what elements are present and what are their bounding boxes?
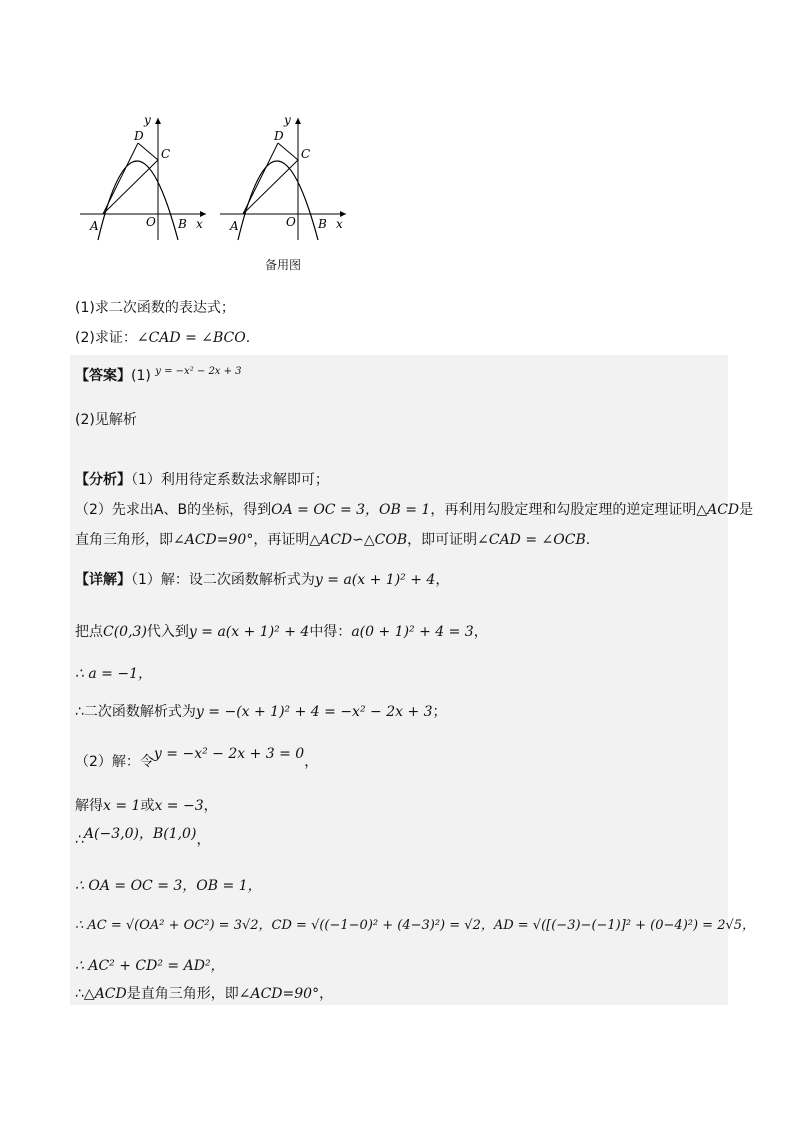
detail-line-6 (75, 796, 218, 816)
analysis-text-1: （1）利用待定系数法求解即可； (131, 472, 329, 488)
analysis-line-3 (75, 530, 590, 550)
detail-line-4 (75, 702, 447, 722)
detail-math-4: y = −(x + 1)² + 4 = −x² − 2x + 3 (195, 704, 433, 720)
fig2-label-a: A (230, 219, 239, 233)
detail-math-6a: x = 1 (103, 798, 141, 814)
detail-text-1b: ， (435, 572, 450, 588)
fig1-label-c: C (161, 147, 171, 161)
question-2-math: ∠CAD = ∠BCO (136, 330, 246, 346)
analysis-text-3d: . (585, 532, 591, 548)
detail-text-4b: ； (432, 704, 447, 720)
detail-line-2 (75, 622, 488, 642)
parabola-graph-1 (78, 112, 208, 242)
analysis-line-1 (75, 470, 329, 490)
detail-text-6a: 解得 (75, 798, 103, 814)
detail-math-6b: x = −3 (154, 798, 204, 814)
solution-block (70, 355, 728, 1005)
parabola-figure-1 (78, 112, 208, 242)
detail-math-7: A(−3,0)，B(1,0) (83, 826, 197, 842)
detail-text-2b: 代入到 (146, 624, 189, 640)
fig2-label-d: D (274, 129, 284, 143)
answer-line-1 (75, 366, 242, 388)
detail-math-9b: ，CD = √((−1−0)² + (4−3)²) = √2 (258, 918, 481, 933)
detail-math-11a: △ACD (83, 986, 127, 1002)
fig1-label-x: x (196, 217, 203, 231)
question-2-prefix: (2)求证： (75, 330, 137, 346)
detail-line-10: ∴ AC² + CD² = AD²， (75, 958, 225, 974)
parabola-graph-2 (218, 112, 348, 242)
detail-text-2c: 中得： (309, 624, 352, 640)
detail-math-2b: y = a(x + 1)² + 4 (188, 624, 310, 640)
detail-math-11b: ∠ACD=90° (238, 986, 320, 1002)
analysis-text-3c: ，即可证明 (407, 532, 478, 548)
detail-math-1: y = a(x + 1)² + 4 (314, 572, 436, 588)
answer-label: 【答案】 (75, 368, 131, 384)
detail-text-6b: 或 (140, 798, 155, 814)
analysis-math-2b: △ACD (696, 502, 740, 518)
detail-text-11c: ， (319, 986, 334, 1002)
fig2-label-y: y (284, 113, 291, 127)
detail-text-7b: ， (196, 832, 211, 848)
detail-text-9-end: ， (742, 918, 756, 933)
answer-part1-math: y = −x² − 2x + 3 (155, 366, 242, 377)
detail-math-9a: ∴ AC = √(OA² + OC²) = 3√2 (75, 918, 259, 933)
detail-line-11 (75, 984, 333, 1004)
analysis-text-2a: （2）先求出A、B的坐标，得到 (75, 502, 272, 518)
detail-line-8: ∴ OA = OC = 3，OB = 1， (75, 878, 262, 894)
analysis-label: 【分析】 (75, 472, 131, 488)
detail-text-2d: ， (473, 624, 488, 640)
analysis-math-3b: △ACD∽△COB (309, 532, 408, 548)
detail-math-9c: ，AD = √([(−3)−(−1)]² + (0−4)²) = 2√5 (480, 918, 743, 933)
detail-text-2a: 把点 (75, 624, 103, 640)
fig1-label-o: O (146, 215, 156, 229)
detail-line-5 (75, 746, 319, 772)
analysis-math-3c: ∠CAD = ∠OCB (477, 532, 586, 548)
detail-math-2a: C(0,3) (103, 624, 147, 640)
fig2-label-x: x (336, 217, 343, 231)
parabola-figure-2 (218, 112, 348, 242)
figure-caption: 备用图 (265, 258, 302, 272)
analysis-line-2 (75, 500, 753, 520)
figure-group (78, 112, 378, 272)
detail-text-6c: ， (203, 798, 218, 814)
detail-text-5a: （2）解：令 (75, 754, 154, 770)
analysis-text-3a: 直角三角形，即 (75, 532, 173, 548)
detail-text-11b: 是直角三角形，即 (126, 986, 239, 1002)
fig2-label-c: C (301, 147, 311, 161)
detail-text-7a: ∴ (75, 832, 84, 848)
detail-text-1a: （1）解：设二次函数解析式为 (131, 572, 315, 588)
detail-text-11a: ∴ (75, 986, 84, 1002)
analysis-text-2b: ，再利用勾股定理和勾股定理的逆定理证明 (430, 502, 697, 518)
answer-part1-prefix: (1) (131, 368, 151, 384)
question-1: (1)求二次函数的表达式； (75, 300, 235, 316)
detail-text-4a: ∴二次函数解析式为 (75, 704, 196, 720)
answer-part2: (2)见解析 (75, 412, 137, 428)
fig1-label-d: D (134, 129, 144, 143)
detail-math-2c: a(0 + 1)² + 4 = 3 (351, 624, 474, 640)
detail-label: 【详解】 (75, 572, 131, 588)
analysis-text-2c: 是 (739, 502, 754, 518)
question-2: (2)求证：∠CAD = ∠BCO. (75, 330, 251, 346)
fig2-label-b: B (318, 217, 327, 231)
analysis-text-3b: ，再证明 (253, 532, 310, 548)
detail-line-3: ∴ a = −1， (75, 666, 152, 682)
analysis-math-3a: ∠ACD=90° (173, 532, 254, 548)
fig1-label-b: B (178, 217, 187, 231)
analysis-math-2a: OA = OC = 3，OB = 1 (271, 502, 431, 518)
detail-line-9 (75, 916, 755, 936)
detail-math-5: y = −x² − 2x + 3 = 0 (153, 746, 305, 762)
detail-line-1 (75, 570, 449, 590)
fig2-label-o: O (286, 215, 296, 229)
fig1-label-a: A (90, 219, 99, 233)
detail-text-5b: ， (304, 754, 319, 770)
fig1-label-y: y (144, 113, 151, 127)
detail-line-7 (75, 826, 211, 850)
